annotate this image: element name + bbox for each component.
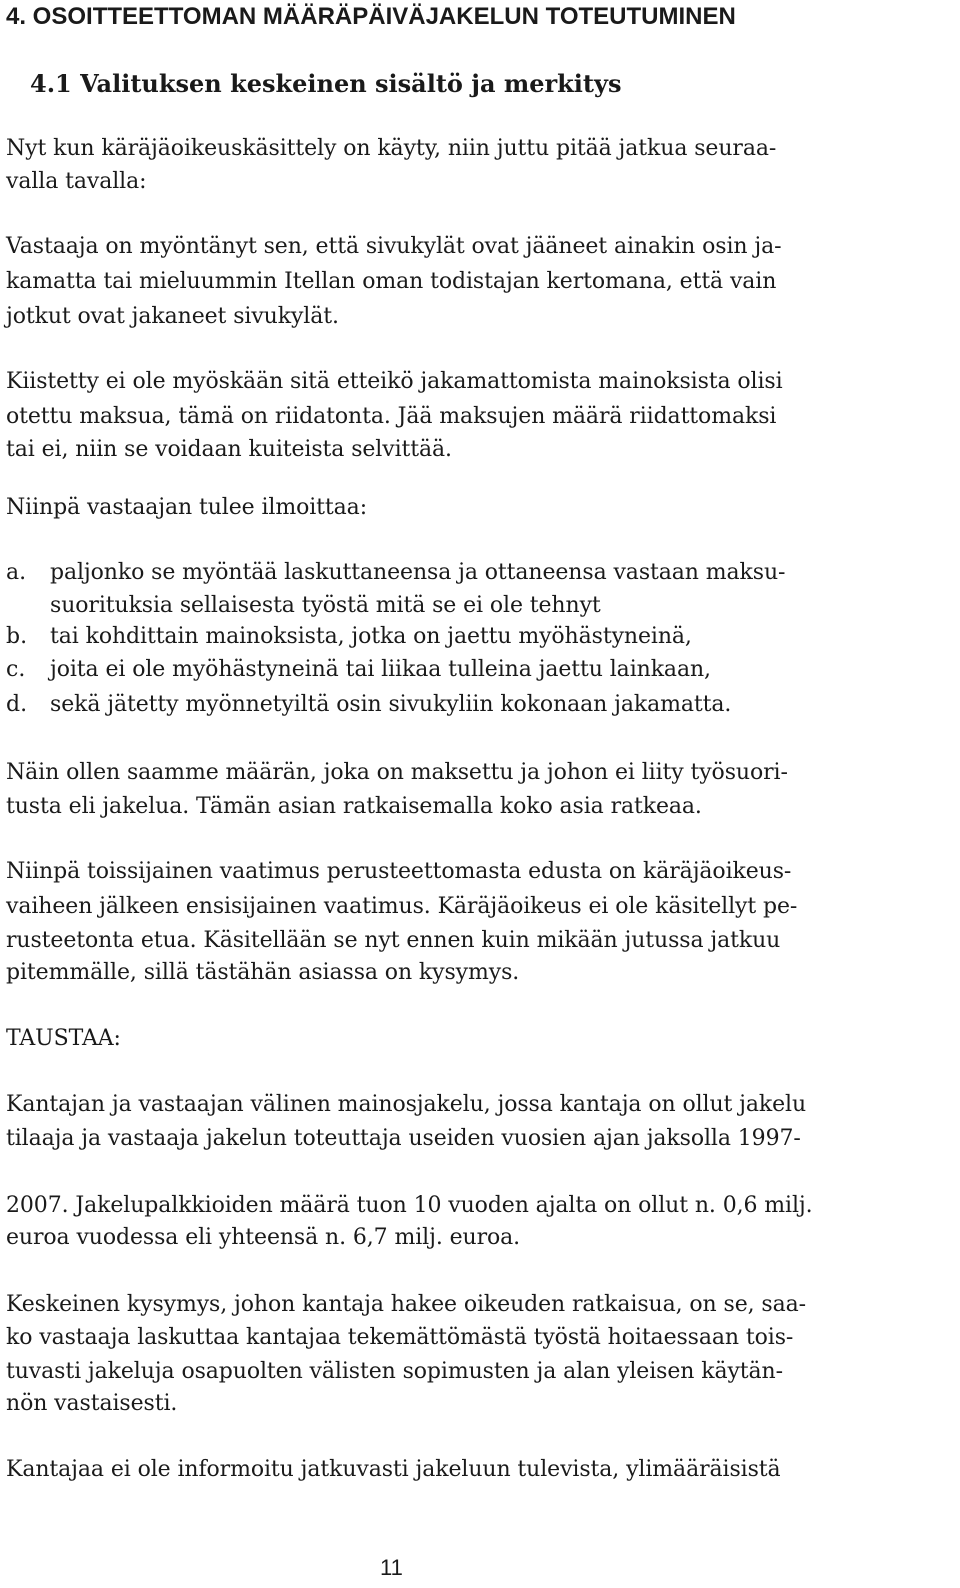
text-line: rusteetonta etua. Käsitellään se nyt ennen kuin mikään jutussa jatkuu	[6, 928, 781, 953]
text-line: Kantajan ja vastaajan välinen mainosjakelu, jossa kantaja on ollut jakelu	[6, 1092, 807, 1117]
text-line: Kiistetty ei ole myöskään sitä etteikö jakamattomista mainoksista olisi	[6, 369, 783, 394]
list-marker: d.	[6, 692, 28, 717]
text-line: euroa vuodessa eli yhteensä n. 6,7 milj. euroa.	[6, 1225, 521, 1250]
text-line: ko vastaaja laskuttaa kantajaa tekemättömästä työstä hoitaessaan tois-	[6, 1325, 794, 1350]
text-line: Nyt kun käräjäoikeuskäsittely on käyty, niin juttu pitää jatkua seuraa-	[6, 136, 777, 161]
text-line: Niinpä toissijainen vaatimus perusteettomasta edusta on käräjäoikeus-	[6, 859, 792, 884]
list-marker: b.	[6, 624, 28, 649]
text-line: jotkut ovat jakaneet sivukylät.	[6, 304, 339, 329]
list-marker: c.	[6, 657, 26, 682]
text-line: vaiheen jälkeen ensisijainen vaatimus. Käräjäoikeus ei ole käsitellyt pe-	[6, 894, 798, 919]
list-item-text: tai kohdittain mainoksista, jotka on jaettu myöhästyneinä,	[50, 624, 692, 649]
list-intro: Niinpä vastaajan tulee ilmoittaa:	[6, 495, 368, 520]
section-label: TAUSTAA:	[6, 1026, 121, 1051]
text-line: tilaaja ja vastaaja jakelun toteuttaja useiden vuosien ajan jaksolla 1997-	[6, 1126, 801, 1151]
text-line: nön vastaisesti.	[6, 1391, 178, 1416]
list-item-text: sekä jätetty myönnetyiltä osin sivukyliin kokonaan jakamatta.	[50, 692, 732, 717]
list-item-text: paljonko se myöntää laskuttaneensa ja ottaneensa vastaan maksu-	[50, 560, 786, 585]
text-line: Kantajaa ei ole informoitu jatkuvasti jakeluun tulevista, ylimääräisistä	[6, 1457, 781, 1482]
text-line: valla tavalla:	[6, 169, 147, 194]
text-line: otettu maksua, tämä on riidatonta. Jää maksujen määrä riidattomaksi	[6, 404, 777, 429]
text-line: kamatta tai mieluummin Itellan oman todistajan kertomana, että vain	[6, 269, 777, 294]
text-line: tusta eli jakelua. Tämän asian ratkaisemalla koko asia ratkeaa.	[6, 794, 702, 819]
page-number: 11	[380, 1555, 403, 1580]
text-line: pitemmälle, sillä tästähän asiassa on kysymys.	[6, 960, 520, 985]
text-line: Vastaaja on myöntänyt sen, että sivukylät ovat jääneet ainakin osin ja-	[6, 234, 782, 259]
text-line: Näin ollen saamme määrän, joka on maksettu ja johon ei liity työsuori-	[6, 760, 788, 785]
section-heading: 4. OSOITTEETTOMAN MÄÄRÄPÄIVÄJAKELUN TOTEUTUMINEN	[6, 3, 736, 30]
text-line: Keskeinen kysymys, johon kantaja hakee oikeuden ratkaisua, on se, saa-	[6, 1292, 806, 1317]
text-line: 2007. Jakelupalkkioiden määrä tuon 10 vuoden ajalta on ollut n. 0,6 milj.	[6, 1193, 813, 1218]
list-item-text: suorituksia sellaisesta työstä mitä se ei ole tehnyt	[50, 593, 601, 618]
subsection-heading: 4.1 Valituksen keskeinen sisältö ja merkitys	[30, 69, 622, 98]
text-line: tuvasti jakeluja osapuolten välisten sopimusten ja alan yleisen käytän-	[6, 1359, 783, 1384]
text-line: tai ei, niin se voidaan kuiteista selvittää.	[6, 437, 452, 462]
list-marker: a.	[6, 560, 27, 585]
list-item-text: joita ei ole myöhästyneinä tai liikaa tulleina jaettu lainkaan,	[50, 657, 711, 682]
